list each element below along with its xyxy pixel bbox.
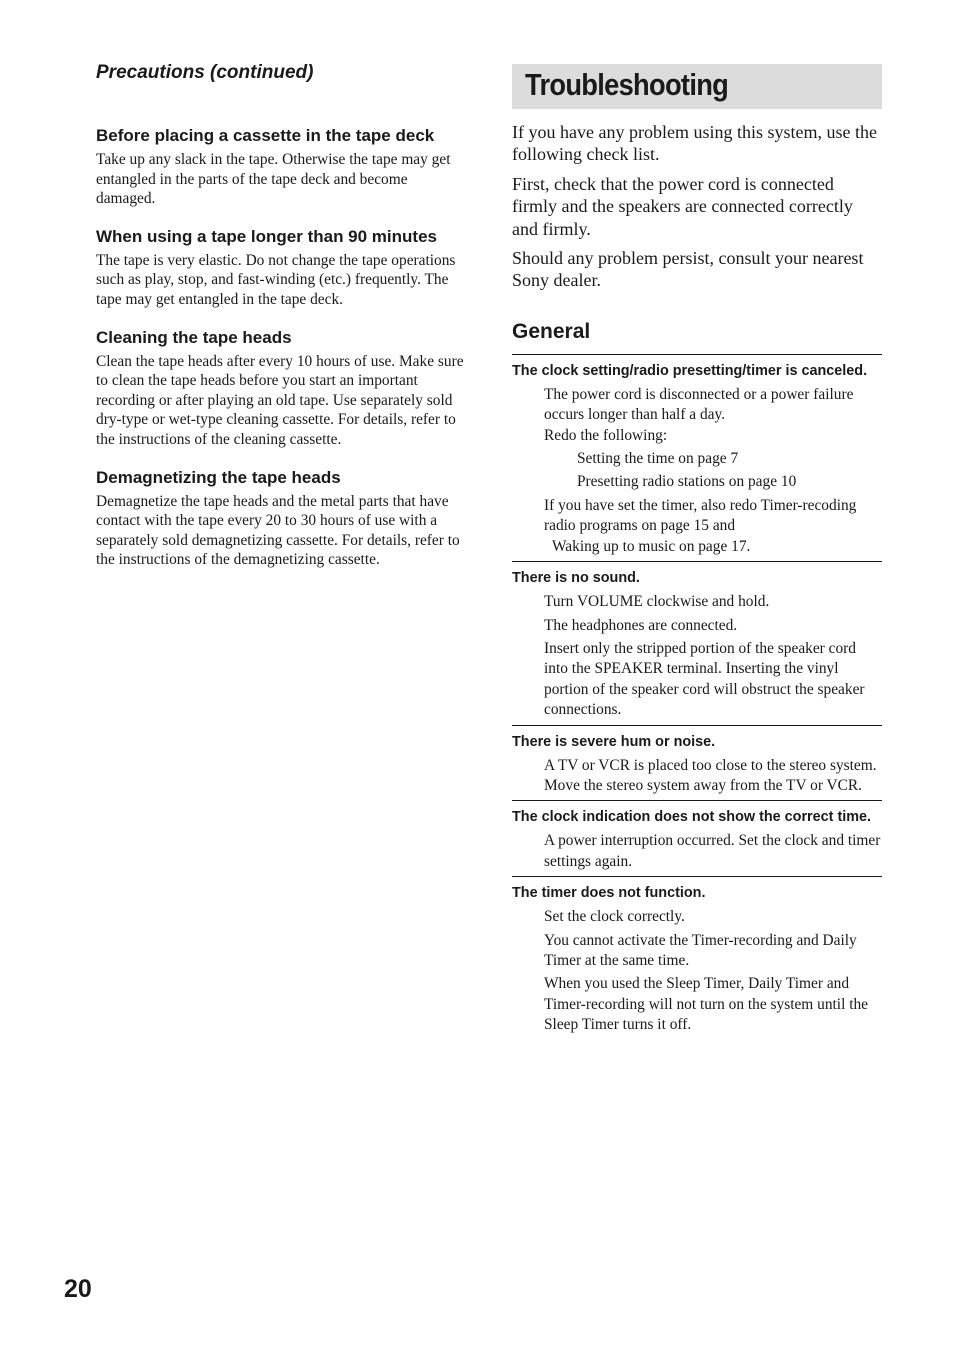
section-title: Before placing a cassette in the tape deck [96,126,435,145]
left-column [96,60,470,570]
general-heading: General [512,319,591,343]
section-title: Cleaning the tape heads [96,327,292,347]
remedy-text: The power cord is disconnected or a power failure occurs longer than half a day. [544,385,854,424]
remedy-item: A power interruption occurred. Set the clock and timer settings again. [544,832,881,870]
problem-block [512,561,882,724]
problem-title: The timer does not function. [512,885,706,902]
remedy-subitem: Setting the time on page 7 [577,450,739,468]
remedy-text: Waking up to music on page 17. [552,537,751,555]
left-section [96,125,470,209]
remedy-subitem: Presetting radio stations on page 10 [577,473,797,491]
problem-title: The clock setting/radio presetting/timer is canceled. [512,362,868,379]
right-column [512,64,882,1040]
page-title: Troubleshooting [525,67,729,102]
remedy-item: Set the clock correctly. [544,908,685,926]
problem-block [512,800,882,876]
section-body: Clean the tape heads after every 10 hours of use. Make sure to clean the tape heads before you start an important recording or after playing an old tape. Use separately sold dry-type or wet-type cleaning cassette. For details, refer to the instructions of the cleaning cassette. [96,352,464,448]
intro-paragraph: First, check that the power cord is connected firmly and the speakers are connected correctly and firmly. [512,173,853,239]
problem-block [512,354,882,561]
running-head: Precautions (continued) [96,62,314,83]
title-bar [512,64,882,109]
page-number: 20 [64,1275,92,1303]
remedy-text: Redo the following: [544,426,668,444]
problem-block [512,876,882,1039]
remedy-item: Insert only the stripped portion of the speaker cord into the SPEAKER terminal. Inserting the vinyl portion of the speaker cord will obstruct the speaker connections. [544,639,865,719]
remedy-item: The headphones are connected. [544,616,738,634]
problem-block [512,725,882,801]
section-title: Demagnetizing the tape heads [96,467,341,487]
problem-title: There is severe hum or noise. [512,733,716,750]
problem-title: There is no sound. [512,570,640,587]
section-body: Take up any slack in the tape. Otherwise the tape may get entangled in the parts of the tape deck and become damaged. [96,151,451,208]
intro-paragraph: If you have any problem using this system, use the following check list. [512,122,877,165]
remedy-text: If you have set the timer, also redo Timer-recoding radio programs on page 15 and [544,496,857,535]
intro-paragraph: Should any problem persist, consult your nearest Sony dealer. [512,248,864,291]
left-section [96,327,470,450]
section-body: Demagnetize the tape heads and the metal parts that have contact with the tape every 20 to 30 hours of use with a separately sold demagnetizing cassette. For details, refer to the instructions of the demagnetizing cassette. [96,492,460,569]
remedy-item [544,496,882,557]
section-body: The tape is very elastic. Do not change the tape operations such as play, stop, and fast-winding (etc.) frequently. The tape may get entangled in the tape deck. [96,251,456,308]
remedy-item: When you used the Sleep Timer, Daily Timer and Timer-recording will not turn on the system until the Sleep Timer turns it off. [544,975,868,1034]
remedy-item: A TV or VCR is placed too close to the stereo system. Move the stereo system away from the TV or VCR. [544,756,877,794]
section-title: When using a tape longer than 90 minutes [96,226,437,246]
left-section [96,467,470,570]
problem-title: The clock indication does not show the correct time. [512,809,872,826]
remedy-item [544,385,882,493]
left-section [96,226,470,310]
remedy-item: Turn VOLUME clockwise and hold. [544,593,770,611]
remedy-item: You cannot activate the Timer-recording and Daily Timer at the same time. [544,931,857,969]
